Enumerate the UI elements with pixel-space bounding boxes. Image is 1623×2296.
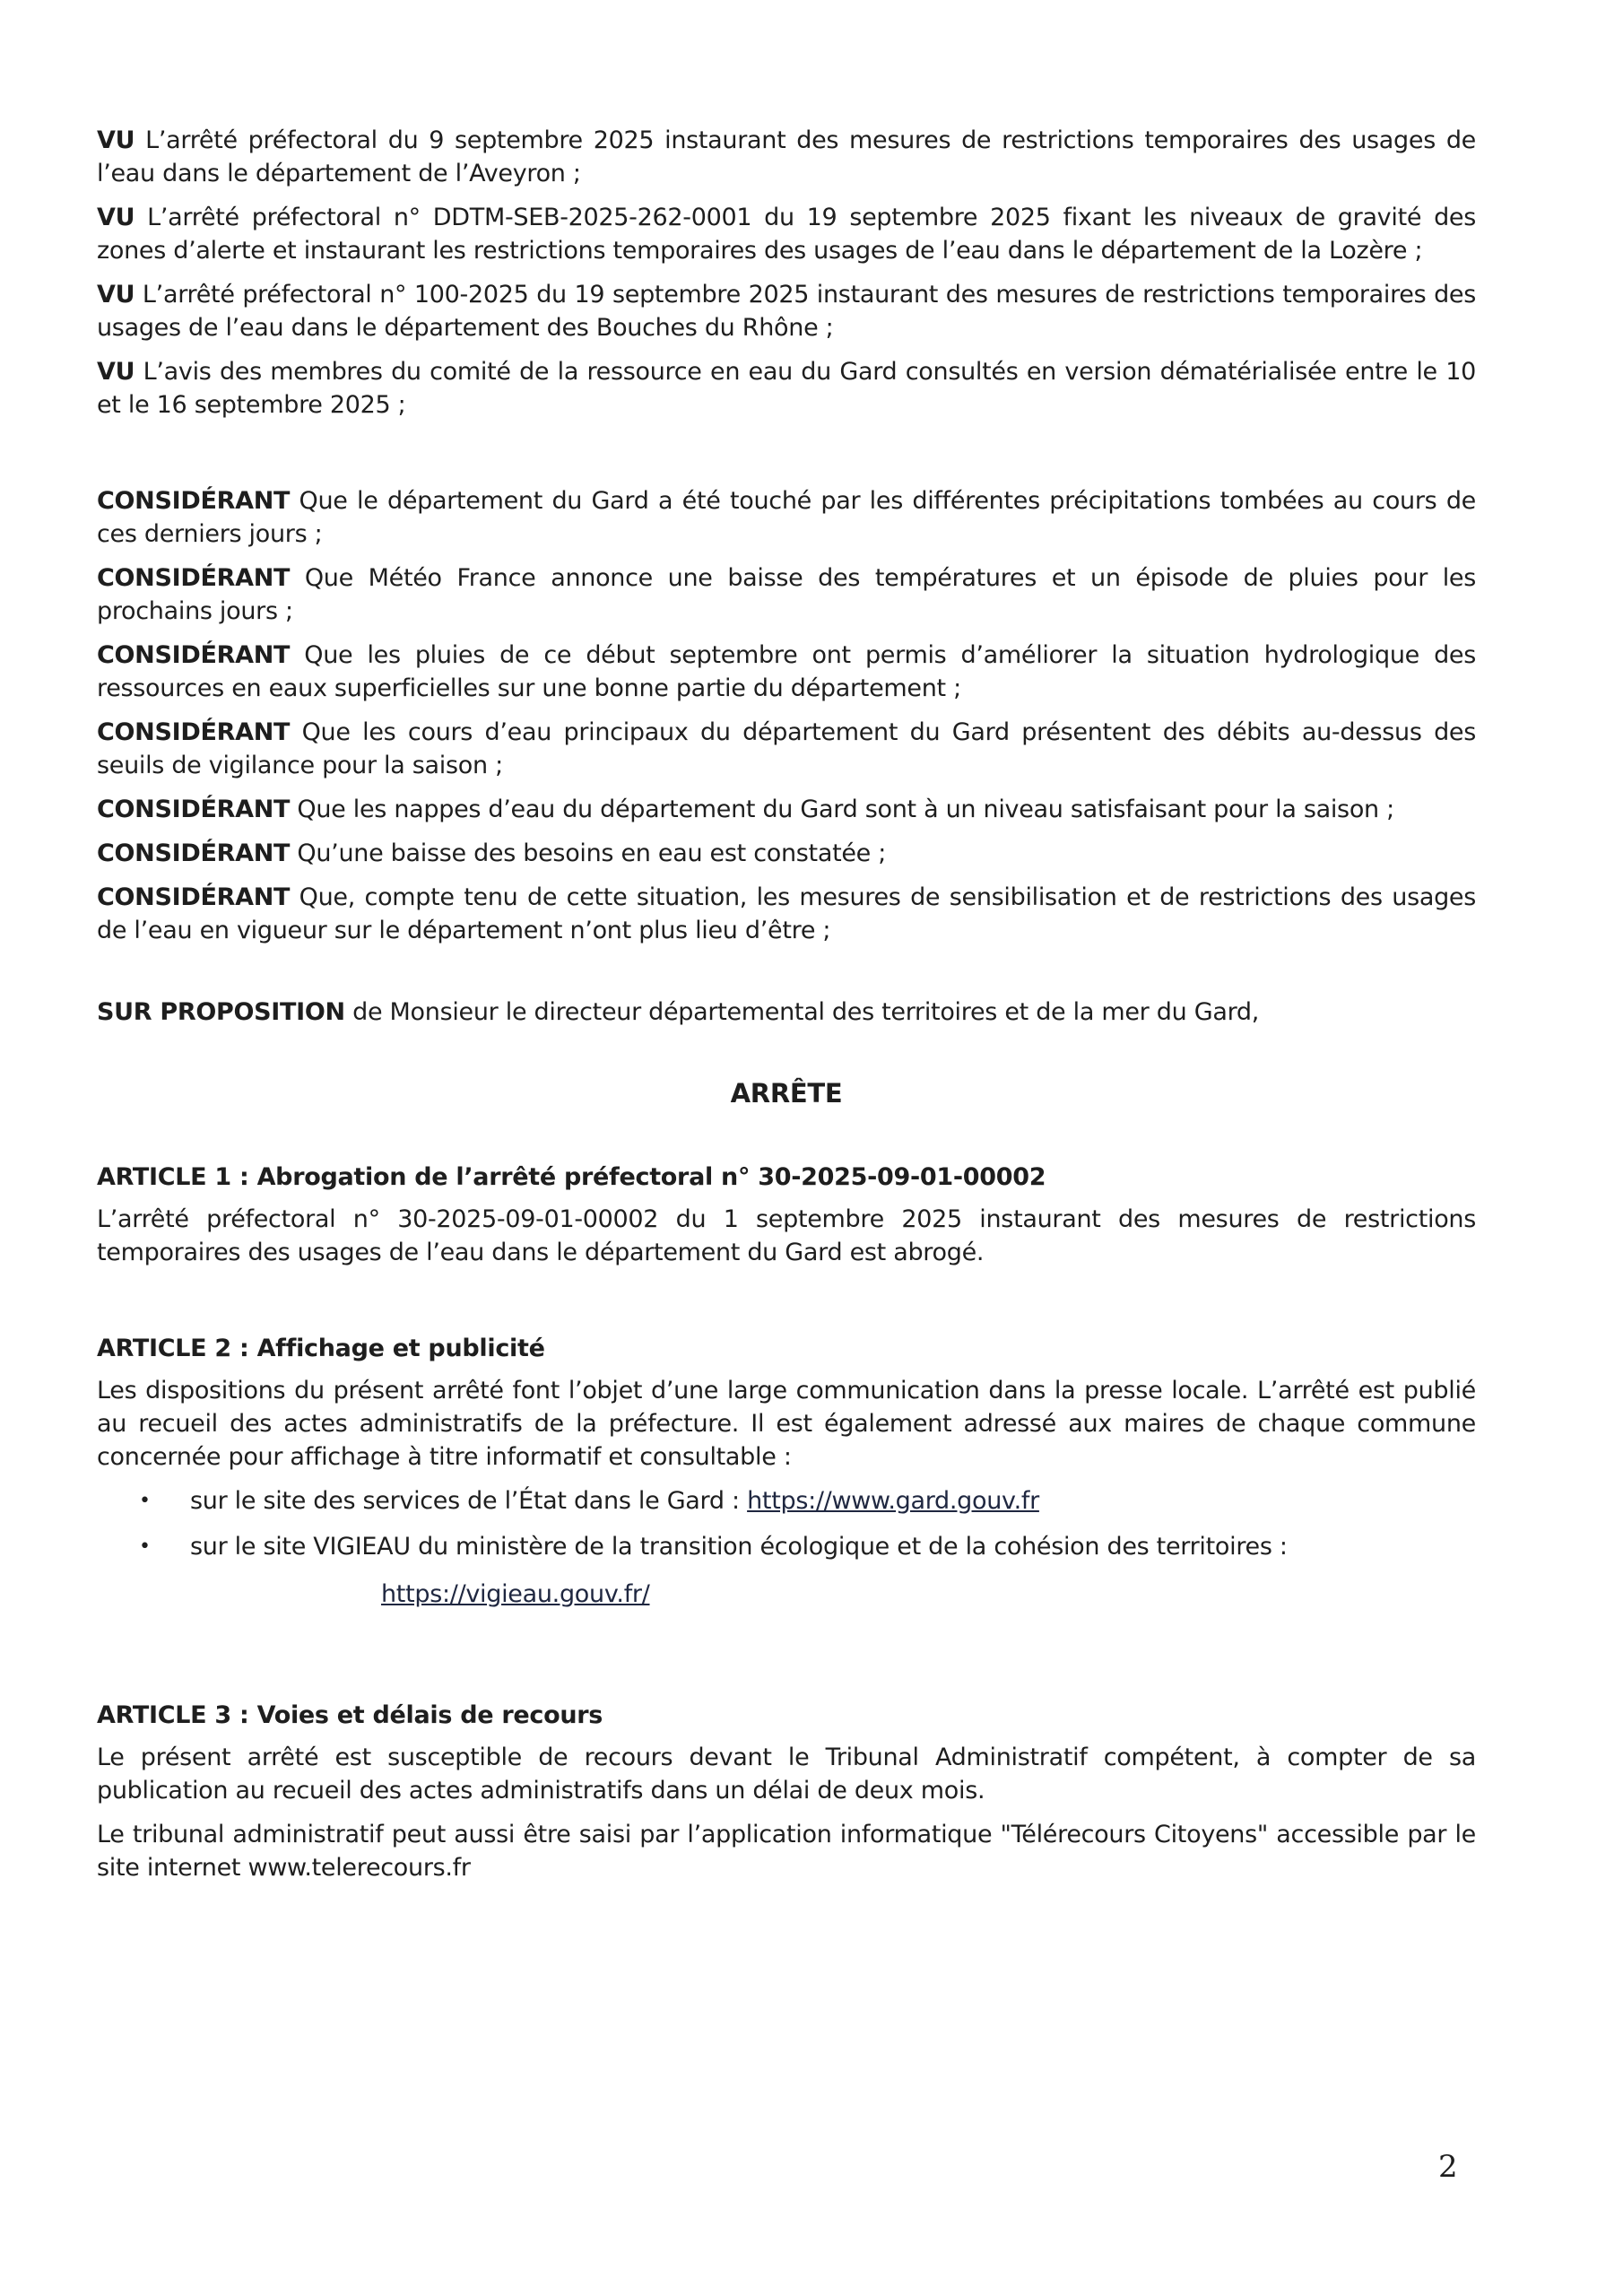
spacer xyxy=(97,1123,1476,1161)
article-3-body-1: Le présent arrêté est susceptible de recours devant le Tribunal Administratif compétent, à compter de sa publication au recueil des actes administratifs dans un délai de deux mois. xyxy=(97,1744,1476,1805)
vu-paragraph xyxy=(97,124,1476,190)
vu-text: L’arrêté préfectoral n° 100-2025 du 19 septembre 2025 instaurant des mesures de restrictions temporaires des usages de l’eau dans le département des Bouches du Rhône ; xyxy=(97,281,1476,342)
arrete-title: ARRÊTE xyxy=(730,1078,843,1109)
article-2-heading: ARTICLE 2 : Affichage et publicité xyxy=(97,1335,545,1362)
link-wrapper xyxy=(190,1578,1476,1611)
considerant-paragraph xyxy=(97,881,1476,947)
spacer xyxy=(97,432,1476,484)
considerant-label: CONSIDÉRANT xyxy=(97,487,291,515)
vu-text: L’arrêté préfectoral du 9 septembre 2025 instaurant des mesures de restrictions temporaires des usages de l’eau dans le département de l’Aveyron ; xyxy=(97,126,1476,187)
spacer xyxy=(97,958,1476,996)
considerant-text: Que le département du Gard a été touché par les différentes précipitations tombées au cours de ces derniers jours ; xyxy=(97,487,1476,548)
article-3-body-2: Le tribunal administratif peut aussi être saisi par l’application informatique "Télérecours Citoyens" accessible par le site internet www.telerecours.fr xyxy=(97,1821,1476,1882)
considerant-paragraph xyxy=(97,561,1476,628)
proposition-label: SUR PROPOSITION xyxy=(97,998,345,1026)
considerant-text: Que Météo France annonce une baisse des températures et un épisode de pluies pour les prochains jours ; xyxy=(97,564,1476,625)
considerant-label: CONSIDÉRANT xyxy=(97,839,291,867)
considerant-text: Qu’une baisse des besoins en eau est constatée ; xyxy=(290,839,887,867)
publication-list xyxy=(97,1484,1476,1611)
considerant-label: CONSIDÉRANT xyxy=(97,641,291,669)
bullet-icon: • xyxy=(139,1535,151,1558)
considerant-paragraph xyxy=(97,837,1476,870)
vu-label: VU xyxy=(97,358,135,386)
list-item-text: sur le site VIGIEAU du ministère de la transition écologique et de la cohésion des territoires : xyxy=(190,1533,1288,1561)
article-1-body: L’arrêté préfectoral n° 30-2025-09-01-00002 du 1 septembre 2025 instaurant des mesures de restrictions temporaires des usages de l’eau dans le département du Gard est abrogé. xyxy=(97,1205,1476,1266)
proposition-text: de Monsieur le directeur départemental des territoires et de la mer du Gard, xyxy=(344,998,1260,1026)
spacer xyxy=(97,1623,1476,1699)
considerant-text: Que les cours d’eau principaux du département du Gard présentent des débits au-dessus des seuils de vigilance pour la saison ; xyxy=(97,718,1476,779)
article-2 xyxy=(97,1332,1476,1611)
list-item xyxy=(97,1484,1476,1518)
page-number: 2 xyxy=(1438,2149,1458,2185)
bullet-icon: • xyxy=(139,1490,151,1512)
list-item-text: sur le site des services de l’État dans le Gard : xyxy=(190,1487,748,1515)
considerant-label: CONSIDÉRANT xyxy=(97,564,291,592)
document-page xyxy=(97,124,1476,1895)
vu-paragraph xyxy=(97,201,1476,267)
article-3-heading: ARTICLE 3 : Voies et délais de recours xyxy=(97,1701,603,1729)
spacer xyxy=(97,1280,1476,1332)
gard-gouv-link[interactable]: https://www.gard.gouv.fr xyxy=(747,1487,1039,1515)
considerant-label: CONSIDÉRANT xyxy=(97,883,291,911)
vu-label: VU xyxy=(97,281,135,309)
vu-text: L’avis des membres du comité de la ressource en eau du Gard consultés en version dématérialisée entre le 10 et le 16 septembre 2025 ; xyxy=(97,358,1476,419)
considerant-label: CONSIDÉRANT xyxy=(97,796,291,823)
vu-text: L’arrêté préfectoral n° DDTM-SEB-2025-262-0001 du 19 septembre 2025 fixant les niveaux de gravité des zones d’alerte et instaurant les restrictions temporaires des usages de l’eau dans le département de la Lozère ; xyxy=(97,204,1476,265)
considerant-paragraph xyxy=(97,484,1476,551)
article-2-body: Les dispositions du présent arrêté font l’objet d’une large communication dans la presse locale. L’arrêté est publié au recueil des actes administratifs de la préfecture. Il est également adressé aux maires de chaque commune concernée pour affichage à titre informatif et consultable : xyxy=(97,1377,1476,1471)
considerant-label: CONSIDÉRANT xyxy=(97,718,291,746)
vigieau-link[interactable]: https://vigieau.gouv.fr/ xyxy=(381,1580,650,1608)
considerant-text: Que les pluies de ce début septembre ont permis d’améliorer la situation hydrologique des ressources en eaux superficielles sur une bonne partie du département ; xyxy=(97,641,1476,702)
article-1 xyxy=(97,1161,1476,1269)
considerant-paragraph xyxy=(97,716,1476,782)
vu-label: VU xyxy=(97,126,135,154)
spacer xyxy=(97,1039,1476,1077)
vu-paragraph xyxy=(97,355,1476,422)
considerant-section xyxy=(97,484,1476,947)
vu-label: VU xyxy=(97,204,135,231)
article-1-heading: ARTICLE 1 : Abrogation de l’arrêté préfectoral n° 30-2025-09-01-00002 xyxy=(97,1163,1046,1191)
considerant-text: Que les nappes d’eau du département du Gard sont à un niveau satisfaisant pour la saison ; xyxy=(290,796,1394,823)
proposition-paragraph xyxy=(97,996,1476,1029)
article-3 xyxy=(97,1699,1476,1884)
considerant-paragraph xyxy=(97,793,1476,826)
list-item xyxy=(97,1530,1476,1611)
considerant-paragraph xyxy=(97,639,1476,705)
considerant-text: Que, compte tenu de cette situation, les mesures de sensibilisation et de restrictions des usages de l’eau en vigueur sur le département n’ont plus lieu d’être ; xyxy=(97,883,1476,944)
vu-paragraph xyxy=(97,278,1476,344)
vu-section xyxy=(97,124,1476,422)
